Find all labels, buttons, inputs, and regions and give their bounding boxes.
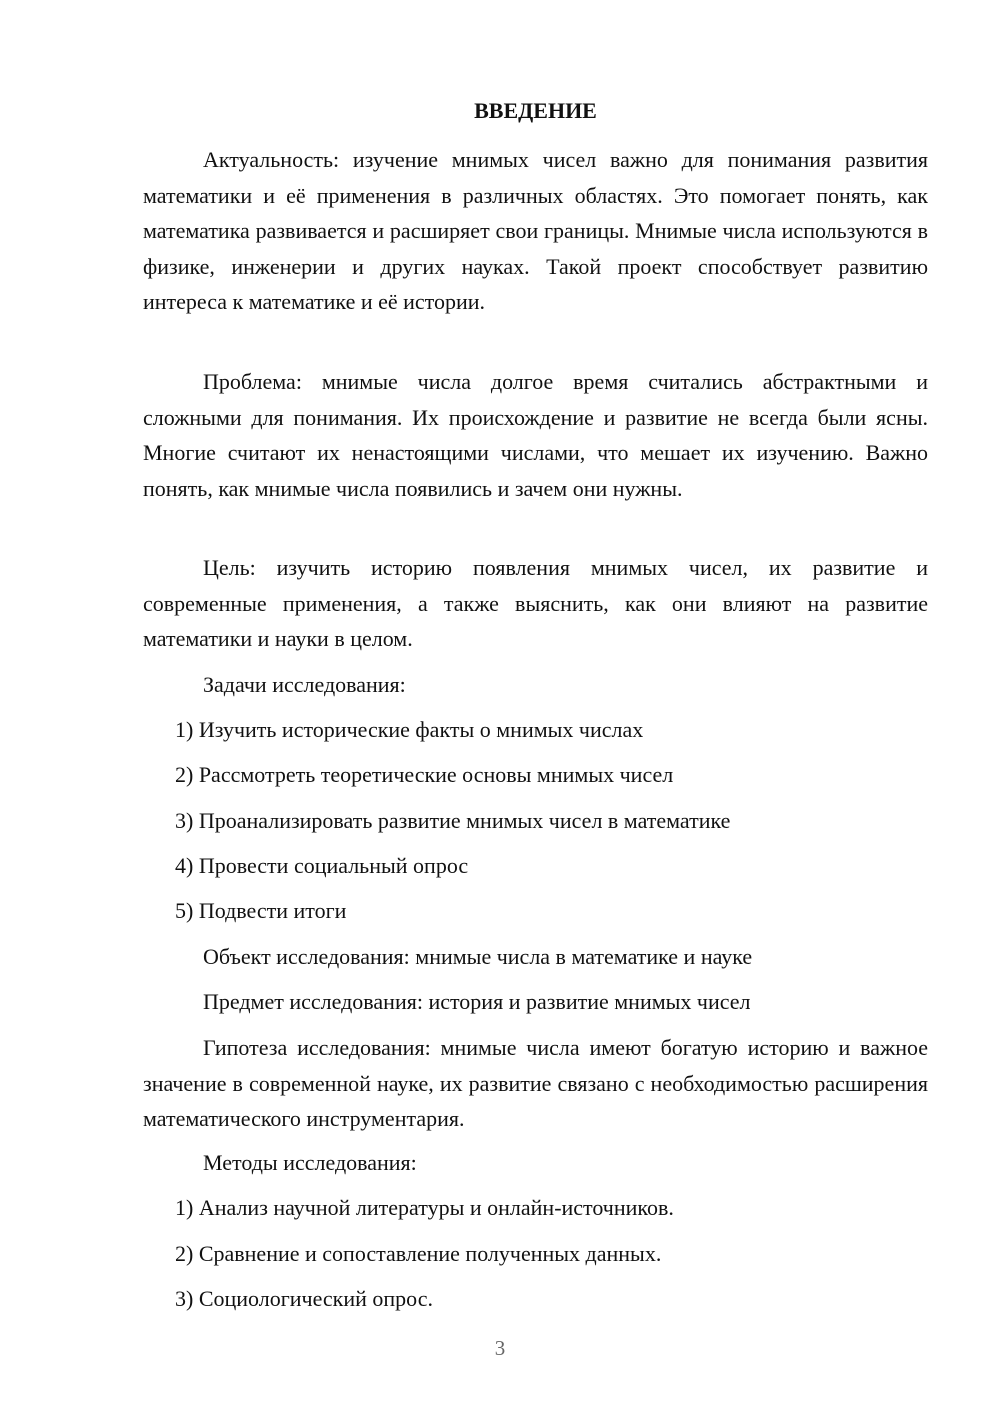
task-item: 5) Подвести итоги — [175, 898, 347, 923]
task-item: 1) Изучить исторические факты о мнимых числах — [175, 717, 644, 742]
task-item: 3) Проанализировать развитие мнимых чисел в математике — [175, 808, 731, 833]
relevance-paragraph: Актуальность: изучение мнимых чисел важно для понимания развития математики и её применения в различных областях. Это помогает понять, как математика развивается и расширяет свои границы. Мнимые числа используются в физике, инженерии и других науках. Такой проект способствует развитию интереса к математике и её истории. — [143, 147, 928, 314]
tasks-heading: Задачи исследования: — [203, 672, 406, 697]
method-item: 3) Социологический опрос. — [175, 1286, 433, 1311]
hypothesis-paragraph: Гипотеза исследования: мнимые числа имеют богатую историю и важное значение в современной науке, их развитие связано с необходимостью расширения математического инструментария. — [143, 1035, 928, 1131]
problem-paragraph: Проблема: мнимые числа долгое время считались абстрактными и сложными для понимания. Их происхождение и развитие не всегда были ясны. Многие считают их ненастоящими числами, что мешает их изучению. Важно понять, как мнимые числа появились и зачем они нужны. — [143, 369, 928, 501]
task-item: 4) Провести социальный опрос — [175, 853, 469, 878]
goal-paragraph: Цель: изучить историю появления мнимых чисел, их развитие и современные применения, а также выяснить, как они влияют на развитие математики и науки в целом. — [143, 555, 928, 651]
research-subject: Предмет исследования: история и развитие мнимых чисел — [203, 989, 751, 1014]
method-item: 2) Сравнение и сопоставление полученных данных. — [175, 1241, 662, 1266]
methods-heading: Методы исследования: — [203, 1150, 417, 1175]
page-number: 3 — [494, 1336, 506, 1360]
method-item: 1) Анализ научной литературы и онлайн-источников. — [175, 1195, 674, 1220]
research-object: Объект исследования: мнимые числа в математике и науке — [203, 944, 753, 969]
task-item: 2) Рассмотреть теоретические основы мнимых чисел — [175, 762, 674, 787]
section-title: ВВЕДЕНИЕ — [474, 98, 597, 123]
